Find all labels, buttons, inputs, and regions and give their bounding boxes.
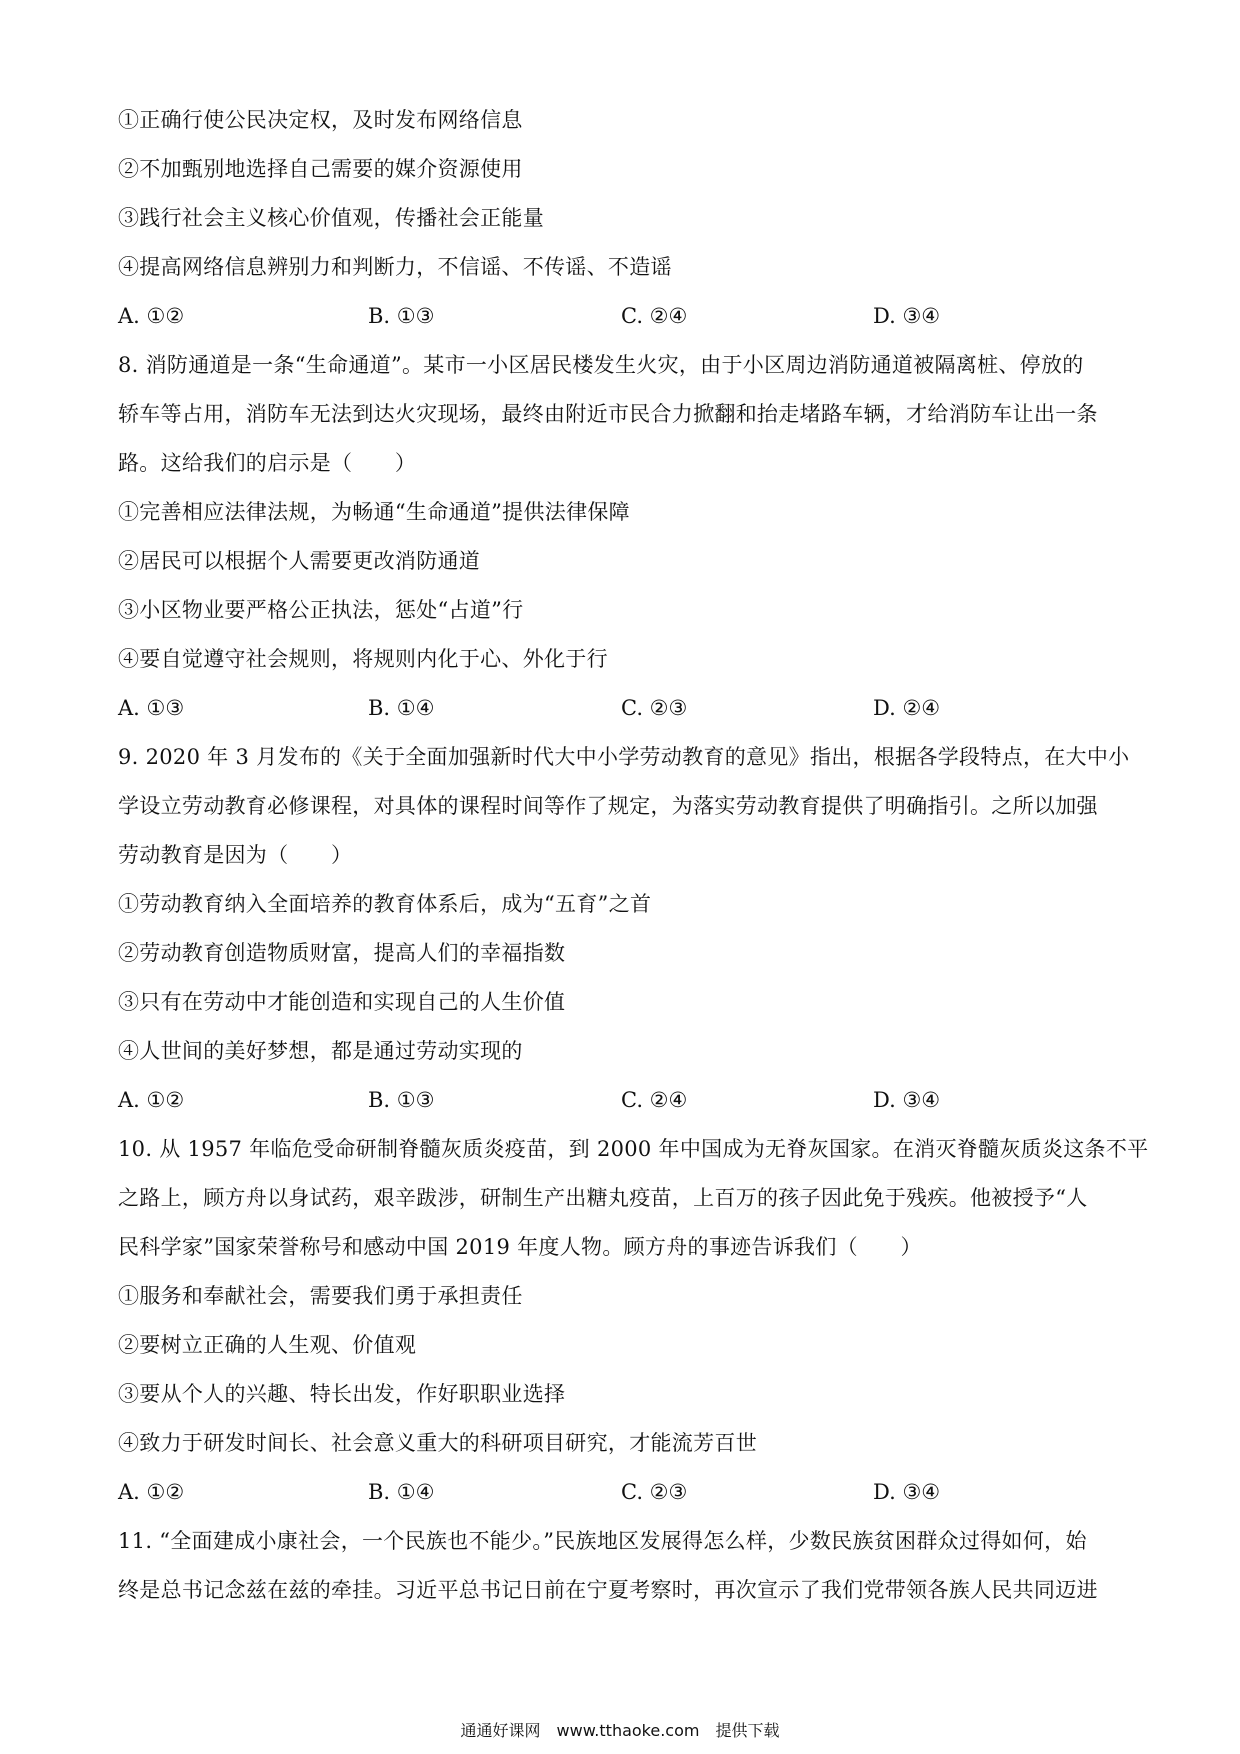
question-stem: 11. “全面建成小康社会，一个民族也不能少。”民族地区发展得怎么样，少数民族贫困群众过得如何，始 [118, 1529, 1087, 1553]
question-stem: 轿车等占用，消防车无法到达火灾现场，最终由附近市民合力掀翻和抬走堵路车辆，才给消防车让出一条 [118, 402, 1098, 426]
option-b: B. ①④ [368, 696, 435, 720]
option-c: C. ②④ [621, 1088, 688, 1112]
option-a: A. ①② [118, 1480, 185, 1504]
question-stem: 路。这给我们的启示是（ ） [118, 451, 417, 475]
question-7 [118, 96, 1128, 341]
choice-statement: ②劳动教育创造物质财富，提高人们的幸福指数 [118, 941, 566, 965]
option-c: C. ②③ [621, 696, 688, 720]
option-c: C. ②③ [621, 1480, 688, 1504]
choice-statement: ①正确行使公民决定权，及时发布网络信息 [118, 108, 523, 132]
choice-statement: ①服务和奉献社会，需要我们勇于承担责任 [118, 1284, 523, 1308]
option-d: D. ②④ [873, 696, 941, 720]
question-11 [118, 1517, 1128, 1615]
question-8 [118, 341, 1128, 733]
question-stem: 9. 2020 年 3 月发布的《关于全面加强新时代大中小学劳动教育的意见》指出，根据各学段特点，在大中小 [118, 745, 1130, 769]
choice-statement: ③只有在劳动中才能创造和实现自己的人生价值 [118, 990, 566, 1014]
option-d: D. ③④ [873, 304, 941, 328]
question-stem: 8. 消防通道是一条“生命通道”。某市一小区居民楼发生火灾，由于小区周边消防通道被隔离桩、停放的 [118, 353, 1084, 377]
choice-statement: ③践行社会主义核心价值观，传播社会正能量 [118, 206, 544, 230]
question-stem: 10. 从 1957 年临危受命研制脊髓灰质炎疫苗，到 2000 年中国成为无脊灰国家。在消灭脊髓灰质炎这条不平 [118, 1137, 1149, 1161]
question-stem: 民科学家”国家荣誉称号和感动中国 2019 年度人物。顾方舟的事迹告诉我们（ ） [118, 1235, 922, 1259]
question-stem: 之路上，顾方舟以身试药，艰辛跋涉，研制生产出糖丸疫苗，上百万的孩子因此免于残疾。他被授予“人 [118, 1186, 1088, 1210]
option-b: B. ①④ [368, 1480, 435, 1504]
answer-options [118, 1076, 1128, 1125]
option-a: A. ①② [118, 1088, 185, 1112]
option-b: B. ①③ [368, 304, 435, 328]
choice-statement: ③小区物业要严格公正执法，惩处“占道”行 [118, 598, 524, 622]
option-a: A. ①② [118, 304, 185, 328]
choice-statement: ①劳动教育纳入全面培养的教育体系后，成为“五育”之首 [118, 892, 652, 916]
option-b: B. ①③ [368, 1088, 435, 1112]
exam-content [118, 96, 1149, 1615]
question-10 [118, 1125, 1149, 1517]
option-d: D. ③④ [873, 1480, 941, 1504]
choice-statement: ②不加甄别地选择自己需要的媒介资源使用 [118, 157, 523, 181]
choice-statement: ②要树立正确的人生观、价值观 [118, 1333, 417, 1357]
choice-statement: ④提高网络信息辨别力和判断力，不信谣、不传谣、不造谣 [118, 255, 672, 279]
option-a: A. ①③ [118, 696, 185, 720]
option-d: D. ③④ [873, 1088, 941, 1112]
choice-statement: ③要从个人的兴趣、特长出发，作好职职业选择 [118, 1382, 566, 1406]
question-stem: 终是总书记念兹在兹的牵挂。习近平总书记日前在宁夏考察时，再次宣示了我们党带领各族人民共同迈进 [118, 1578, 1098, 1602]
choice-statement: ①完善相应法律法规，为畅通“生命通道”提供法律保障 [118, 500, 630, 524]
choice-statement: ④要自觉遵守社会规则，将规则内化于心、外化于行 [118, 647, 608, 671]
question-9 [118, 733, 1128, 1125]
page-footer: 通通好课网 www.tthaoke.com 提供下载 [460, 1721, 780, 1740]
answer-options [118, 684, 1128, 733]
answer-options [118, 1468, 1128, 1517]
question-stem: 学设立劳动教育必修课程，对具体的课程时间等作了规定，为落实劳动教育提供了明确指引。之所以加强 [118, 794, 1098, 818]
answer-options [118, 292, 1128, 341]
choice-statement: ④致力于研发时间长、社会意义重大的科研项目研究，才能流芳百世 [118, 1431, 757, 1455]
option-c: C. ②④ [621, 304, 688, 328]
question-stem: 劳动教育是因为（ ） [118, 843, 353, 867]
choice-statement: ②居民可以根据个人需要更改消防通道 [118, 549, 481, 573]
choice-statement: ④人世间的美好梦想，都是通过劳动实现的 [118, 1039, 523, 1063]
